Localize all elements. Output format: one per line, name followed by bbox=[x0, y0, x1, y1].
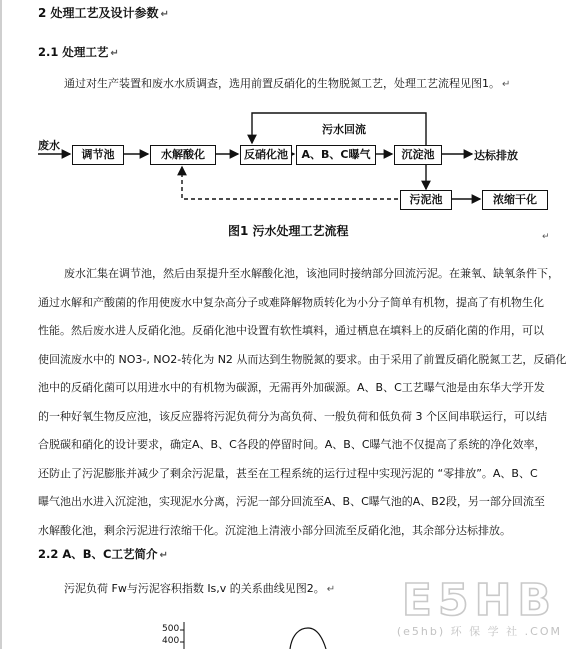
figure-caption: 图1 污水处理工艺流程 bbox=[228, 224, 349, 238]
figure-2-partial-chart bbox=[150, 618, 370, 649]
paragraph-line: 通过水解和产酸菌的作用使废水中复杂高分子或难降解物质转化为小分子简单有机物，提高了有机物生化 bbox=[38, 295, 544, 309]
box-abc-aeration: A、B、C曝气 bbox=[296, 145, 376, 165]
output-label-discharge: 达标排放 bbox=[474, 149, 518, 162]
paragraph-line: 使回流废水中的 NO3-, NO2-转化为 N2 从而达到生物脱氮的要求。由于采用了前置反硝化脱氮工艺，反硝化 bbox=[38, 352, 567, 366]
paragraph-mark: ↵ bbox=[502, 79, 511, 90]
input-label-wastewater: 废水 bbox=[38, 139, 60, 152]
process-flow-figure bbox=[30, 107, 550, 215]
paragraph-mark: ↵ bbox=[110, 48, 119, 59]
y-tick-label: 400 bbox=[162, 636, 180, 646]
paragraph-mark: ↵ bbox=[542, 232, 550, 242]
paragraph-line: 废水汇集在调节池，然后由泵提升至水解酸化池，该池同时接纳部分回流污泥。在兼氧、缺氧条件下， bbox=[64, 267, 559, 280]
body-paragraph bbox=[38, 260, 567, 545]
intro-paragraph-2-1: 通过对生产装置和废水水质调查，选用前置反硝化的生物脱氮工艺，处理工艺流程见图1。 ↵ bbox=[64, 77, 511, 90]
site-watermark bbox=[396, 575, 562, 639]
box-thickening-drying: 浓缩干化 bbox=[482, 190, 548, 210]
intro-paragraph-2-2: 污泥负荷 Fw与污泥容积指数 Is,v 的关系曲线见图2。 ↵ bbox=[64, 582, 336, 595]
box-sedimentation-tank: 沉淀池 bbox=[394, 145, 442, 165]
box-hydrolysis-acidification: 水解酸化 bbox=[150, 145, 216, 165]
paragraph-mark: ↵ bbox=[160, 9, 169, 20]
subsection-heading-2-1: 2.1 处理工艺 ↵ bbox=[38, 45, 119, 59]
page-left-border bbox=[0, 0, 2, 649]
subsection-heading-2-2: 2.2 A、B、C工艺简介 ↵ bbox=[38, 547, 168, 561]
box-denitrification-tank: 反硝化池 bbox=[240, 145, 292, 165]
watermark-logo: E5HB bbox=[401, 575, 557, 626]
paragraph-line: 性能。然后废水进人反硝化池。反硝化池中设置有软性填料，通过栖息在填料上的反硝化菌的作用，可以 bbox=[38, 324, 544, 337]
paragraph-line: 曝气池出水进入沉淀池，实现泥水分离，污泥一部分回流至A、B、C曝气池的A、B2段，另一部分回流至 bbox=[38, 495, 545, 508]
paragraph-line: 池中的反硝化菌可以用进水中的有机物为碳源，无需再外加碳源。A、B、C工艺曝气池是由东华大学开发 bbox=[38, 381, 545, 394]
watermark-subtitle: (e5hb) 环 保 学 社 .COM bbox=[396, 625, 562, 638]
box-equalization-tank: 调节池 bbox=[72, 145, 124, 165]
paragraph-mark: ↵ bbox=[326, 584, 336, 595]
paragraph-line: 还防止了污泥膨胀并减少了剩余污泥量，甚至在工程系统的运行过程中实现污泥的 “零排放”。A、B、C bbox=[38, 466, 538, 480]
paragraph-line: 水解酸化池，剩余污泥进行浓缩干化。沉淀池上清液小部分回流至反硝化池，其余部分达标排放。 bbox=[38, 523, 511, 537]
chart-plot-area bbox=[150, 618, 370, 649]
box-sludge-tank: 污泥池 bbox=[400, 190, 452, 210]
y-tick-label: 500 bbox=[162, 624, 180, 634]
return-label-sewage: 污水回流 bbox=[322, 123, 366, 136]
paragraph-line: 合脱碳和硝化的设计要求，确定A、B、C各段的停留时间。A、B、C曝气池不仅提高了系统的净化效率， bbox=[38, 438, 546, 451]
paragraph-line: 的一种好氧生物反应池，该反应器将污泥负荷分为高负荷、一般负荷和低负荷 3 个区间串联运行，可以结 bbox=[38, 409, 547, 423]
paragraph-mark: ↵ bbox=[159, 550, 168, 561]
section-heading: 2 处理工艺及设计参数 ↵ bbox=[38, 6, 169, 20]
